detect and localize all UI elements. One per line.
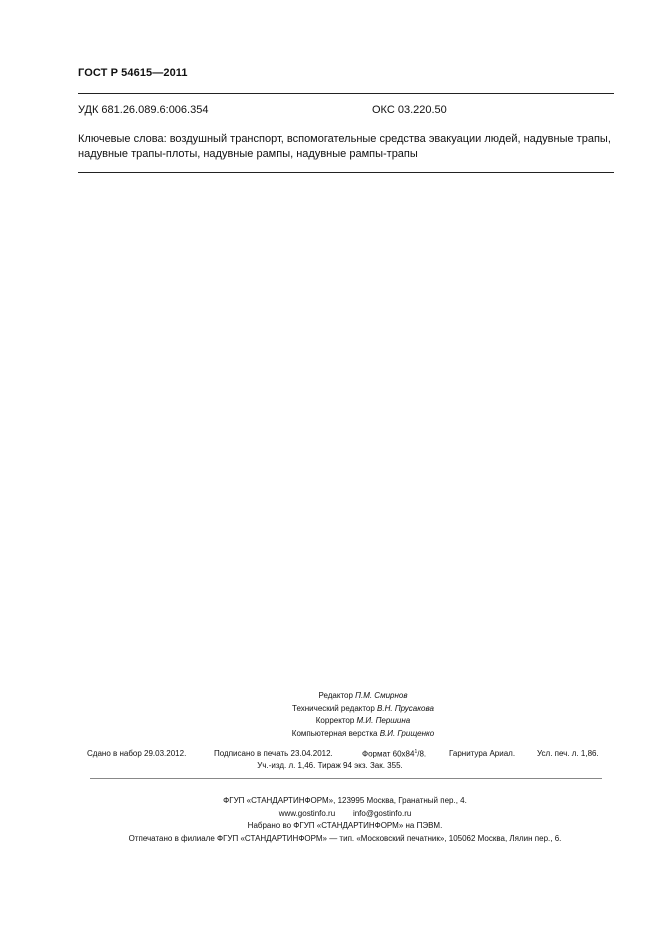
keywords-divider bbox=[78, 172, 614, 173]
udk-code: УДК 681.26.089.6:006.354 bbox=[78, 104, 209, 116]
oks-code: ОКС 03.220.50 bbox=[372, 104, 447, 116]
credit-label: Компьютерная верстка bbox=[291, 728, 380, 738]
format-tail: /8. bbox=[417, 749, 427, 759]
header-divider bbox=[78, 93, 614, 94]
credit-corrector bbox=[150, 715, 576, 728]
signed-date: Подписано в печать 23.04.2012. bbox=[214, 749, 333, 758]
credits-block bbox=[150, 690, 576, 740]
submitted-date: Сдано в набор 29.03.2012. bbox=[87, 749, 187, 758]
credit-name: В.И. Грищенко bbox=[379, 728, 435, 738]
keywords-block bbox=[78, 132, 618, 162]
keywords-line: надувные трапы-плоты, надувные рампы, надувные рампы-трапы bbox=[78, 148, 418, 160]
credit-name: М.И. Першина bbox=[356, 716, 411, 726]
publisher-block bbox=[80, 795, 610, 845]
credit-name: В.Н. Прусакова bbox=[377, 703, 434, 713]
format-sup: 1 bbox=[414, 749, 418, 755]
credit-name: П.М. Смирнов bbox=[355, 691, 408, 700]
credit-tech-editor bbox=[150, 703, 576, 716]
printed-sheets: Усл. печ. л. 1,86. bbox=[537, 749, 599, 758]
publisher-contacts: www.gostinfo.ru info@gostinfo.ru bbox=[278, 808, 412, 818]
typeset-note: Набрано во ФГУП «СТАНДАРТИНФОРМ» на ПЭВМ. bbox=[247, 821, 443, 831]
document-number: ГОСТ Р 54615—2011 bbox=[78, 67, 188, 79]
credit-layout bbox=[150, 728, 576, 741]
imprint-divider bbox=[90, 778, 602, 779]
typeface: Гарнитура Ариал. bbox=[449, 749, 516, 758]
printing-note: Отпечатано в филиале ФГУП «СТАНДАРТИНФОРМ» — тип. «Московский печатник», 105062 Москва, Лялин пер., 6. bbox=[128, 833, 562, 843]
format-text: Формат 60х84 bbox=[362, 749, 415, 759]
keywords-line: Ключевые слова: воздушный транспорт, вспомогательные средства эвакуации людей, надувные трапы, bbox=[78, 133, 611, 145]
credit-label: Редактор bbox=[318, 691, 356, 700]
print-run-line: Уч.-изд. л. 1,46. Тираж 94 экз. Зак. 355. bbox=[257, 761, 403, 770]
credit-label: Корректор bbox=[315, 716, 357, 726]
paper-format bbox=[362, 749, 426, 759]
credit-editor bbox=[150, 690, 576, 703]
credit-label: Технический редактор bbox=[292, 703, 378, 713]
publisher-address: ФГУП «СТАНДАРТИНФОРМ», 123995 Москва, Гранатный пер., 4. bbox=[223, 796, 467, 805]
